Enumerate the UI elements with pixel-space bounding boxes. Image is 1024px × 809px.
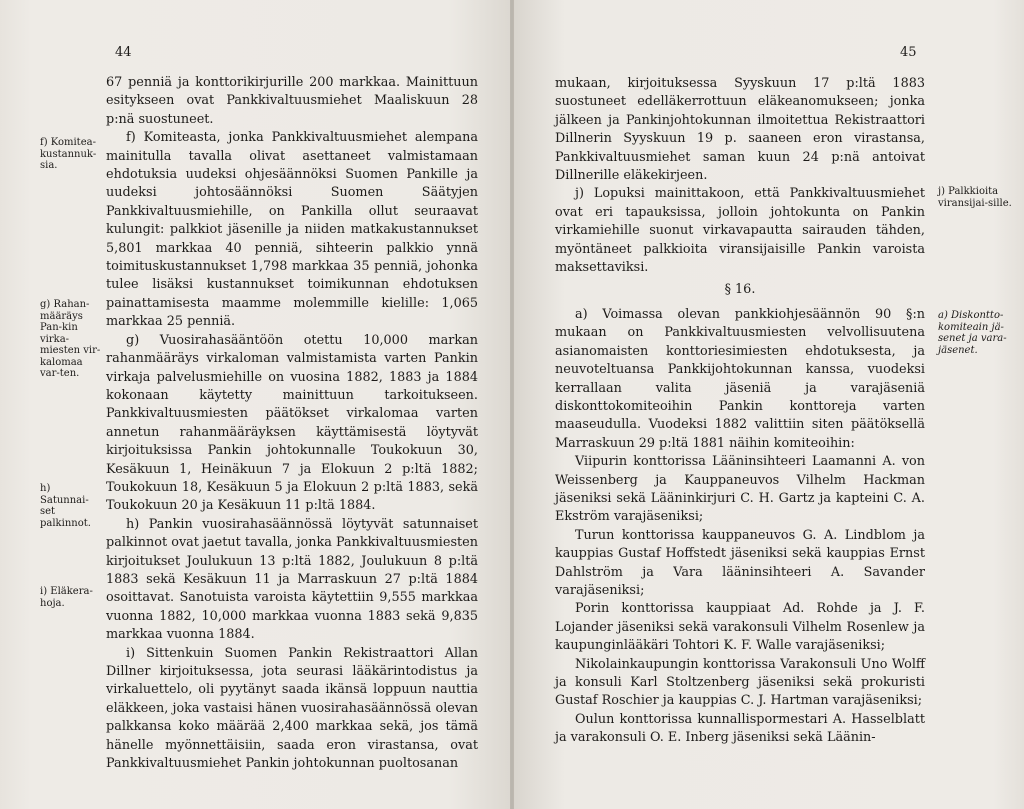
- margin-note-j: j) Palkkioita viransijai-sille.: [938, 186, 1012, 209]
- paragraph: j) Lopuksi mainittakoon, että Pankkivaltuusmiehet ovat eri tapauksissa, jolloin johtokunta on Pankin virkamiehille suonut virkavapautta sairauden tähden, myöntäneet palkkioita viransijaisille Pankin varoista maksettaviksi.: [555, 186, 925, 276]
- paragraph: i) Sittenkuin Suomen Pankin Rekistraattori Allan Dillner kirjoituksessa, jota seurasi lääkärintodistus ja virkaluettelo, oli pyytänyt saada ikänsä loppuun nauttia eläkkeen, joka vastaisi hänen vuosirahasäännössä olevan palkkansa koko määrää 2,400 markkaa sekä, jos tämä hänelle myönnettäisiin, saada eron virastansa, ovat Pankkivaltuusmiehet Pankin johtokunnan puoltosanan: [106, 645, 478, 772]
- paragraph: 67 penniä ja konttorikirjurille 200 markkaa. Mainittuun esitykseen ovat Pankkivaltuusmiehet Maaliskuun 28 p:nä suostuneet.: [106, 75, 478, 127]
- paragraph: g) Vuosirahasääntöön otettu 10,000 markan rahanmääräys virkaloman valmistamista varten Pankin virkaja palvelusmiehille on vuosina 1882, 1883 ja 1884 kokonaan käytetty mainittuun tarkoitukseen. Pankkivaltuusmiesten päätökset virkalomaa varten annetun rahanmääräyksen käyttämisestä löytyvät kirjoituksissa Pankin johtokunnalle Toukokuun 30, Kesäkuun 1, Heinäkuun 7 ja Elokuun 2 p:ltä 1882; Toukokuun 18, Kesäkuun 5 ja Elokuun 2 p:ltä 1883, sekä Toukokuun 20 ja Kesäkuun 11 p:ltä 1884.: [106, 332, 478, 514]
- paragraph: a) Voimassa olevan pankkiohjesäännön 90 §:n mukaan on Pankkivaltuusmiesten velvollisuutena asianomaisten konttoriesimiesten ehdotuksesta, ja neuvoteltuansa Pankkijohtokunnan kanssa, vuodeksi kerrallaan valita jäseniä ja varajäseniä diskonttokomiteoihin Pankin konttoreja varten maaseudulla. Vuodeksi 1882 valittiin siten päätöksellä Marraskuun 29 p:ltä 1881 näihin komiteoihin:: [555, 306, 925, 451]
- margin-note-i: i) Eläkera-hoja.: [40, 586, 93, 609]
- margin-note-h: h) Satunnai-set palkinnot.: [40, 483, 91, 529]
- paragraph: mukaan, kirjoituksessa Syyskuun 17 p:ltä 1883 suostuneet edelläkerrottuun eläkeanomukseen; jonka jälkeen ja Pankinjohtokunnan ilmoitettua Rekistraattori Dillnerin Syyskuun 19 p. saaneen eron virastansa, Pankkivaltuusmiehet saman kuun 24 p:nä antoivat Dillnerille eläkekirjeen.: [555, 76, 925, 184]
- margin-note-f: f) Komitea-kustannuk-sia.: [40, 137, 97, 171]
- right-page: [514, 0, 1024, 809]
- left-page: [0, 0, 510, 809]
- paragraph: Viipurin konttorissa Lääninsihteeri Laamanni A. von Weissenberg ja Kauppaneuvos Vilhelm Hackman jäseniksi sekä Lääninkirjuri C. H. Gartz ja kapteini C. A. Ekström varajäseniksi;: [555, 454, 925, 525]
- paragraph: f) Komiteasta, jonka Pankkivaltuusmiehet alempana mainitulla tavalla olivat asettaneet valmistamaan ehdotuksia uudeksi ohjesäännöksi Suomen Pankille ja uudeksi johtosäännöksi Suomen Säätyjen Pankkivaltuusmiehille, on Pankilla ollut seuraavat kulungit: palkkiot jäsenille ja niiden matkakustannukset 5,801 markkaa 40 penniä, sihteerin palkkio ynnä toimituskustannukset 1,798 markkaa 35 penniä, johonka tulee lisäksi kustannukset toimikunnan ehdotuksen painattamisesta maamme molemmille kielille: 1,065 markkaa 25 penniä.: [106, 130, 478, 330]
- page-number: 45: [900, 45, 917, 60]
- section-heading: § 16.: [724, 282, 756, 298]
- paragraph: Oulun konttorissa kunnallispormestari A. Hasselblatt ja varakonsuli O. E. Inberg jäseniksi sekä Läänin-: [555, 711, 925, 746]
- paragraph: Turun konttorissa kauppaneuvos G. A. Lindblom ja kauppias Gustaf Hoffstedt jäseniksi sekä kauppias Ernst Dahlström ja Vara lääninsihteeri A. Savander varajäseniksi;: [555, 527, 925, 598]
- paragraph: Nikolainkaupungin konttorissa Varakonsuli Uno Wolff ja konsuli Karl Stoltzenberg jäseniksi sekä prokuristi Gustaf Roschier ja kauppias C. J. Hartman varajäseniksi;: [555, 656, 925, 709]
- paragraph: Porin konttorissa kauppiaat Ad. Rohde ja J. F. Lojander jäseniksi sekä varakonsuli Vilhelm Rosenlew ja kaupunginlääkäri Tohtori K. F. Walle varajäseniksi;: [555, 601, 925, 654]
- margin-note-a: a) Diskontto-komiteain jä-senet ja vara-jäsenet.: [938, 310, 1007, 356]
- right-page-text: [555, 75, 925, 748]
- left-page-text: [106, 74, 478, 773]
- margin-note-g: g) Rahan-määräys Pan-kin virka-miesten vir-kalomaa var-ten.: [40, 299, 101, 379]
- page-number: 44: [115, 45, 132, 60]
- paragraph: h) Pankin vuosirahasäännössä löytyvät satunnaiset palkinnot ovat jaetut tavalla, jonka Pankkivaltuusmiesten kirjoitukset Joulukuun 13 p:ltä 1882, Joulukuun 8 p:ltä 1883 sekä Kesäkuun 11 ja Marraskuun 27 p:ltä 1884 osoittavat. Sanotuista varoista käytettiin 9,555 markkaa vuonna 1882, 10,000 markkaa vuonna 1883 sekä 9,835 markkaa vuonna 1884.: [106, 516, 478, 643]
